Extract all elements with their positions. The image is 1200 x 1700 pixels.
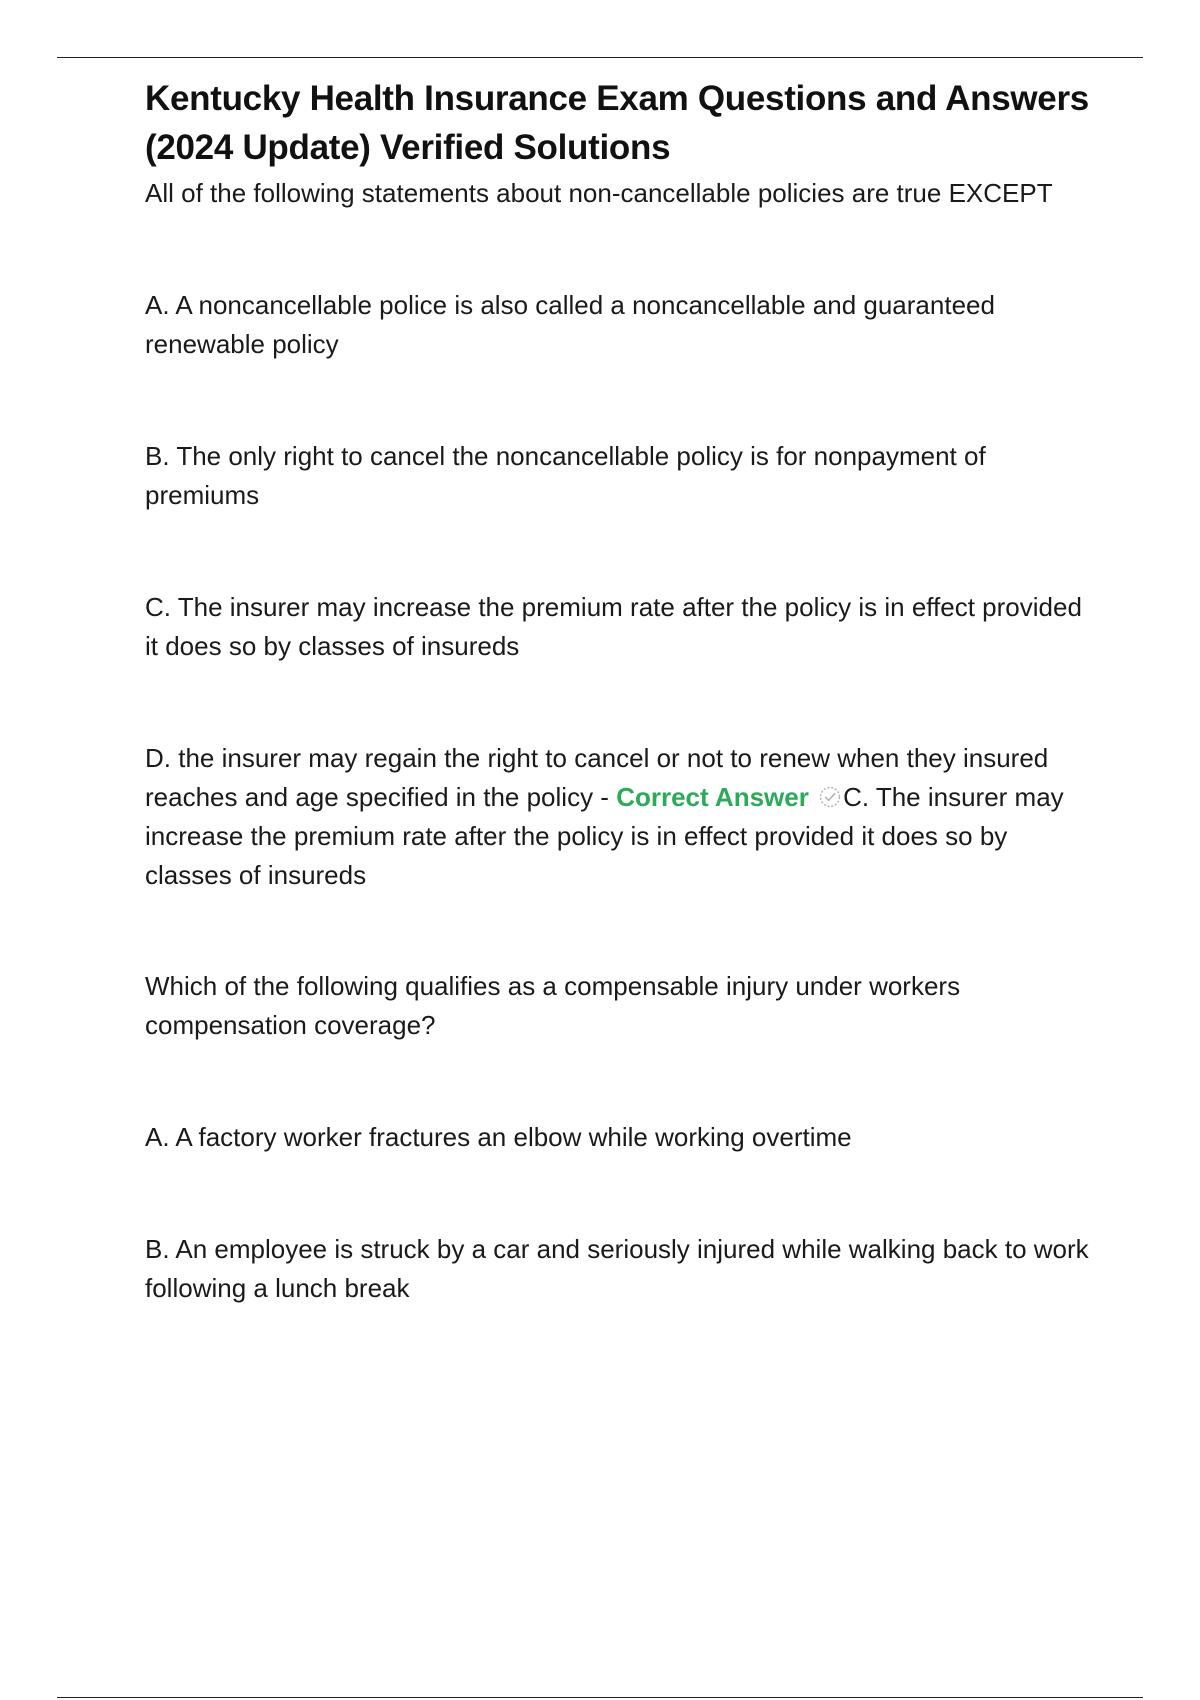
question-1-option-a: A. A noncancellable police is also called a noncancellable and guaranteed renewable policy: [145, 290, 995, 359]
question-1-option-b: B. The only right to cancel the noncancellable policy is for nonpayment of premiums: [145, 441, 986, 510]
question-1-option-d-with-answer: [145, 739, 1090, 895]
question-2-prompt: Which of the following qualifies as a compensable injury under workers compensation coverage?: [145, 971, 961, 1040]
question-1-prompt: All of the following statements about non-cancellable policies are true EXCEPT: [145, 178, 1053, 208]
question-2-option-a: A. A factory worker fractures an elbow while working overtime: [145, 1122, 852, 1152]
top-rule: [57, 57, 1143, 58]
question-1-option-d: D. the insurer may regain the right to cancel or not to renew when they insured reaches and age specified in the policy -: [145, 743, 1049, 812]
document-title: Kentucky Health Insurance Exam Questions and Answers (2024 Update) Verified Solutions: [145, 79, 1089, 167]
check-circle-icon: [818, 785, 842, 809]
bottom-rule: [57, 1697, 1143, 1698]
correct-answer-text: C. The insurer may increase the premium rate after the policy is in effect provided it does so by classes of insureds: [145, 782, 1064, 890]
correct-answer-label: Correct Answer: [616, 782, 809, 812]
document-body: [145, 74, 1090, 1308]
question-1-option-c: C. The insurer may increase the premium rate after the policy is in effect provided it does so by classes of insureds: [145, 592, 1082, 661]
question-2-option-b: B. An employee is struck by a car and seriously injured while walking back to work following a lunch break: [145, 1234, 1089, 1303]
